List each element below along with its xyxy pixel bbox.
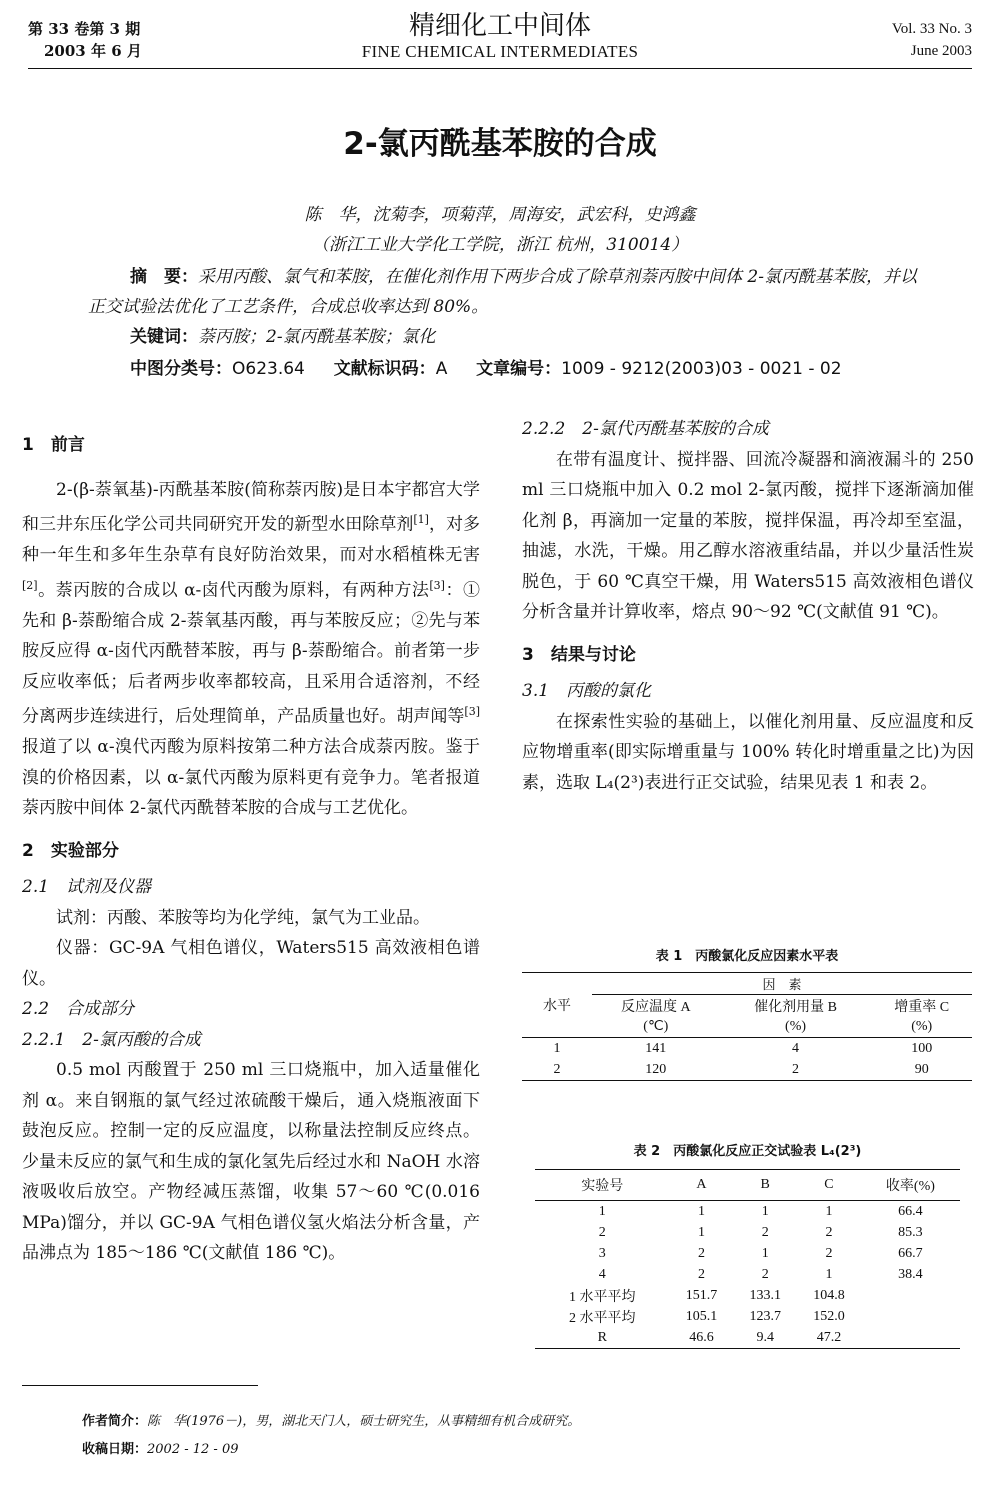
table-row <box>535 1306 960 1327</box>
table-cell: 141 <box>645 1040 667 1056</box>
intro-text-4: ：①先和 β-萘酚缩合成 2-萘氧基丙酸，再与苯胺反应；②先与苯胺反应得 α-卤代丙酰替苯胺，再与 β-萘酚缩合。前者第一步反应收率低；后者两步收率都较高，且采用合适溶剂，不经分离两步连续进行，后处理简单，产品质量也好。胡声闻等 <box>22 580 480 727</box>
table-cell: 2 <box>792 1061 800 1077</box>
reagents-paragraph: 试剂：丙酸、苯胺等均为化学纯，氯气为工业品。 <box>56 907 430 928</box>
keywords <box>130 322 436 347</box>
table-cell <box>861 1327 960 1349</box>
table-header-cell: 实验号 <box>581 1179 624 1194</box>
authors: 陈 华，沈菊李，项菊萍，周海安，武宏科，史鸿鑫 <box>304 205 696 225</box>
journal-issue-en <box>892 18 972 62</box>
citation: [1] <box>413 513 429 526</box>
section-2-heading: 2 实验部分 <box>22 840 119 861</box>
section-2-2-1-heading: 2.2.1 2-氯丙酸的合成 <box>22 1029 201 1050</box>
intro-text-3: 。萘丙胺的合成以 α-卤代丙酸为原料，有两种方法 <box>37 580 430 601</box>
table-cell: 2 <box>761 1224 769 1240</box>
table-cell: 85.3 <box>898 1224 923 1240</box>
received-date-value: 2002 - 12 - 09 <box>147 1442 239 1457</box>
table-2 <box>535 1140 960 1349</box>
table-unit-cell: (℃) <box>643 1019 669 1034</box>
instruments-paragraph: 仪器：GC-9A 气相色谱仪，Waters515 高效液相色谱仪。 <box>22 938 480 989</box>
table-cell: 105.1 <box>685 1308 718 1324</box>
table-header-cell: C <box>824 1177 834 1192</box>
journal-name <box>0 10 1000 62</box>
table-row <box>535 1201 960 1223</box>
table-1-caption: 表 1 丙酸氯化反应因素水平表 <box>655 949 839 964</box>
author-bio-text: 陈 华(1976－)，男，湖北天门人，硕士研究生，从事精细有机合成研究。 <box>147 1414 581 1429</box>
journal-name-en: FINE CHEMICAL INTERMEDIATES <box>361 42 639 61</box>
table-cell: 104.8 <box>813 1287 845 1303</box>
author-bio-label: 作者简介： <box>82 1414 148 1429</box>
affiliation: （浙江工业大学化工学院，浙江 杭州，310014） <box>311 235 689 255</box>
table-cell: 2 <box>697 1266 705 1282</box>
table-2-caption: 表 2 丙酸氯化反应正交试验表 L₄(2³) <box>633 1144 862 1159</box>
classification-line <box>130 354 842 379</box>
table-1-grid <box>522 972 972 1081</box>
doc-code-label: 文献标识码： <box>333 359 436 379</box>
journal-name-cn: 精细化工中间体 <box>408 11 591 41</box>
table-cell: 1 <box>761 1245 769 1261</box>
table-cell: 2 <box>761 1266 769 1282</box>
intro-text-2: ，对多种一年生和多年生杂草有良好防治效果，而对水稻植株无害 <box>22 514 480 566</box>
issue-date-en: June 2003 <box>910 43 972 59</box>
table-2-grid <box>535 1169 960 1349</box>
table-cell: 123.7 <box>749 1308 781 1324</box>
table-row <box>535 1243 960 1264</box>
table-cell: 1 <box>553 1040 561 1056</box>
author-bio <box>82 1410 580 1429</box>
table-cell: 2 <box>553 1061 561 1077</box>
table-cell: 4 <box>598 1266 606 1282</box>
table-1 <box>522 945 972 1081</box>
table-header-cell: B <box>760 1177 770 1192</box>
table-cell: 2 水平平均 <box>569 1310 636 1326</box>
issue-volume: 第 33 卷第 3 期 <box>28 20 141 38</box>
table-cell: 151.7 <box>685 1287 718 1303</box>
issue-date: 2003 年 6 月 <box>44 42 142 60</box>
keywords-label: 关键词： <box>130 327 198 347</box>
table-header-group: 因 素 <box>592 973 972 995</box>
table-row <box>522 1059 972 1081</box>
section-1-heading: 1 前言 <box>22 435 85 455</box>
section-2-2-heading: 2.2 合成部分 <box>22 999 135 1020</box>
table-header-cell: A <box>696 1177 707 1192</box>
table-cell: 133.1 <box>749 1287 781 1303</box>
table-cell: 1 <box>697 1224 705 1240</box>
chlorination-paragraph: 在探索性实验的基础上，以催化剂用量、反应温度和反应物增重率(即实际增重量与 100% 转化时增重量之比)为因素，选取 L₄(2³)表进行正交试验，结果见表 1 和表 2。 <box>522 711 974 793</box>
table-row <box>522 1038 972 1060</box>
table-cell: 100 <box>911 1040 933 1056</box>
table-row <box>535 1264 960 1285</box>
doc-code-value: A <box>435 359 448 379</box>
table-row <box>535 1327 960 1349</box>
table-cell: 152.0 <box>813 1308 845 1324</box>
table-cell: 1 <box>825 1266 833 1282</box>
table-cell: 2 <box>598 1224 606 1240</box>
table-cell: 46.6 <box>689 1329 714 1345</box>
synthesis-2-paragraph: 在带有温度计、搅拌器、回流冷凝器和滴液漏斗的 250 ml 三口烧瓶中加入 0.2 mol 2-氯丙酸，搅拌下逐渐滴加催化剂 β，再滴加一定量的苯胺，搅拌保温，再冷却至室温，抽滤，水洗，干燥。用乙醇水溶液重结晶，并以少量活性炭脱色，于 60 ℃真空干燥，用 Waters515 高效液相色谱仪分析含量并计算收率，熔点 90～92 ℃(文献值 91 ℃)。 <box>522 449 974 622</box>
clc-value: O623.64 <box>232 359 305 379</box>
table-row <box>535 1285 960 1306</box>
table-cell: R <box>597 1329 607 1345</box>
clc-label: 中图分类号： <box>130 359 232 379</box>
section-2-1-heading: 2.1 试剂及仪器 <box>22 877 152 898</box>
table-cell: 120 <box>645 1061 667 1077</box>
citation: [3] <box>429 578 445 592</box>
received-date <box>82 1438 239 1457</box>
table-unit-cell: (%) <box>785 1018 807 1034</box>
table-cell: 2 <box>697 1245 705 1261</box>
table-cell: 9.4 <box>756 1329 774 1345</box>
citation: [3] <box>464 705 480 719</box>
right-column <box>522 414 974 798</box>
table-cell <box>861 1306 960 1327</box>
abstract-label: 摘 要： <box>130 267 198 287</box>
intro-text-5: 报道了以 α-溴代丙酸为原料按第二种方法合成萘丙胺。鉴于溴的价格因素，以 α-氯代丙酸为原料更有竞争力。笔者报道萘丙胺中间体 2-氯代丙酰替苯胺的合成与工艺优化。 <box>22 737 480 819</box>
table-header-cell: 反应温度 A <box>620 999 691 1015</box>
table-cell: 1 <box>697 1203 705 1219</box>
section-3-1-heading: 3.1 丙酸的氯化 <box>522 681 652 701</box>
table-cell: 66.7 <box>898 1245 923 1261</box>
table-row <box>535 1222 960 1243</box>
table-header-cell: 收率(%) <box>885 1179 935 1194</box>
received-date-label: 收稿日期： <box>82 1442 148 1457</box>
table-cell: 3 <box>598 1245 606 1261</box>
table-cell: 1 水平平均 <box>569 1289 636 1305</box>
table-cell: 38.4 <box>898 1266 923 1282</box>
table-cell: 1 <box>825 1203 833 1219</box>
table-cell: 4 <box>792 1040 800 1056</box>
citation: [2] <box>22 578 38 592</box>
table-header-cell: 催化剂用量 B <box>754 999 837 1015</box>
intro-text-1: 2-(β-萘氧基)-丙酰基苯胺(简称萘丙胺)是日本宇都宫大学和三井东压化学公司共同研究开发的新型水田除草剂 <box>22 479 480 535</box>
footnote-rule <box>22 1385 258 1386</box>
table-header-cell: 增重率 C <box>894 999 950 1015</box>
header-rule <box>28 68 972 69</box>
table-unit-cell: (%) <box>911 1018 933 1034</box>
table-header-cell: 水平 <box>543 999 571 1014</box>
article-title: 2-氯丙酰基苯胺的合成 <box>343 126 657 162</box>
table-cell: 2 <box>825 1224 833 1240</box>
keywords-text: 萘丙胺；2-氯丙酰基苯胺；氯化 <box>198 327 436 347</box>
table-cell: 1 <box>598 1203 606 1219</box>
abstract <box>88 262 928 322</box>
table-cell <box>861 1285 960 1306</box>
table-cell: 66.4 <box>898 1203 923 1219</box>
article-number-value: 1009 - 9212(2003)03 - 0021 - 02 <box>561 359 842 379</box>
section-2-2-2-heading: 2.2.2 2-氯代丙酰基苯胺的合成 <box>522 419 769 439</box>
table-cell: 2 <box>825 1245 833 1261</box>
section-3-heading: 3 结果与讨论 <box>522 644 636 665</box>
intro-paragraph <box>22 475 480 824</box>
article-number-label: 文章编号： <box>476 359 562 379</box>
abstract-text: 采用丙酸、氯气和苯胺，在催化剂作用下两步合成了除草剂萘丙胺中间体 2-氯丙酰基苯胺，并以正交试验法优化了工艺条件，合成总收率达到 80%。 <box>88 267 917 317</box>
synthesis-1-paragraph: 0.5 mol 丙酸置于 250 ml 三口烧瓶中，加入适量催化剂 α。来自钢瓶的氯气经过浓硫酸干燥后，通入烧瓶液面下鼓泡反应。控制一定的反应温度，以称量法控制反应终点。少量未反应的氯气和生成的氯化氢先后经过水和 NaOH 水溶液吸收后放空。产物经减压蒸馏，收集 57～60 ℃(0.016 MPa)馏分，并以 GC-9A 气相色谱仪氢火焰法分析含量，产品沸点为 185～186 ℃(文献值 186 ℃)。 <box>22 1060 480 1264</box>
table-cell: 1 <box>761 1203 769 1219</box>
table-cell: 90 <box>914 1061 929 1077</box>
table-cell: 47.2 <box>816 1329 842 1345</box>
left-column <box>22 430 480 1269</box>
issue-volume-en: Vol. 33 No. 3 <box>891 21 972 37</box>
